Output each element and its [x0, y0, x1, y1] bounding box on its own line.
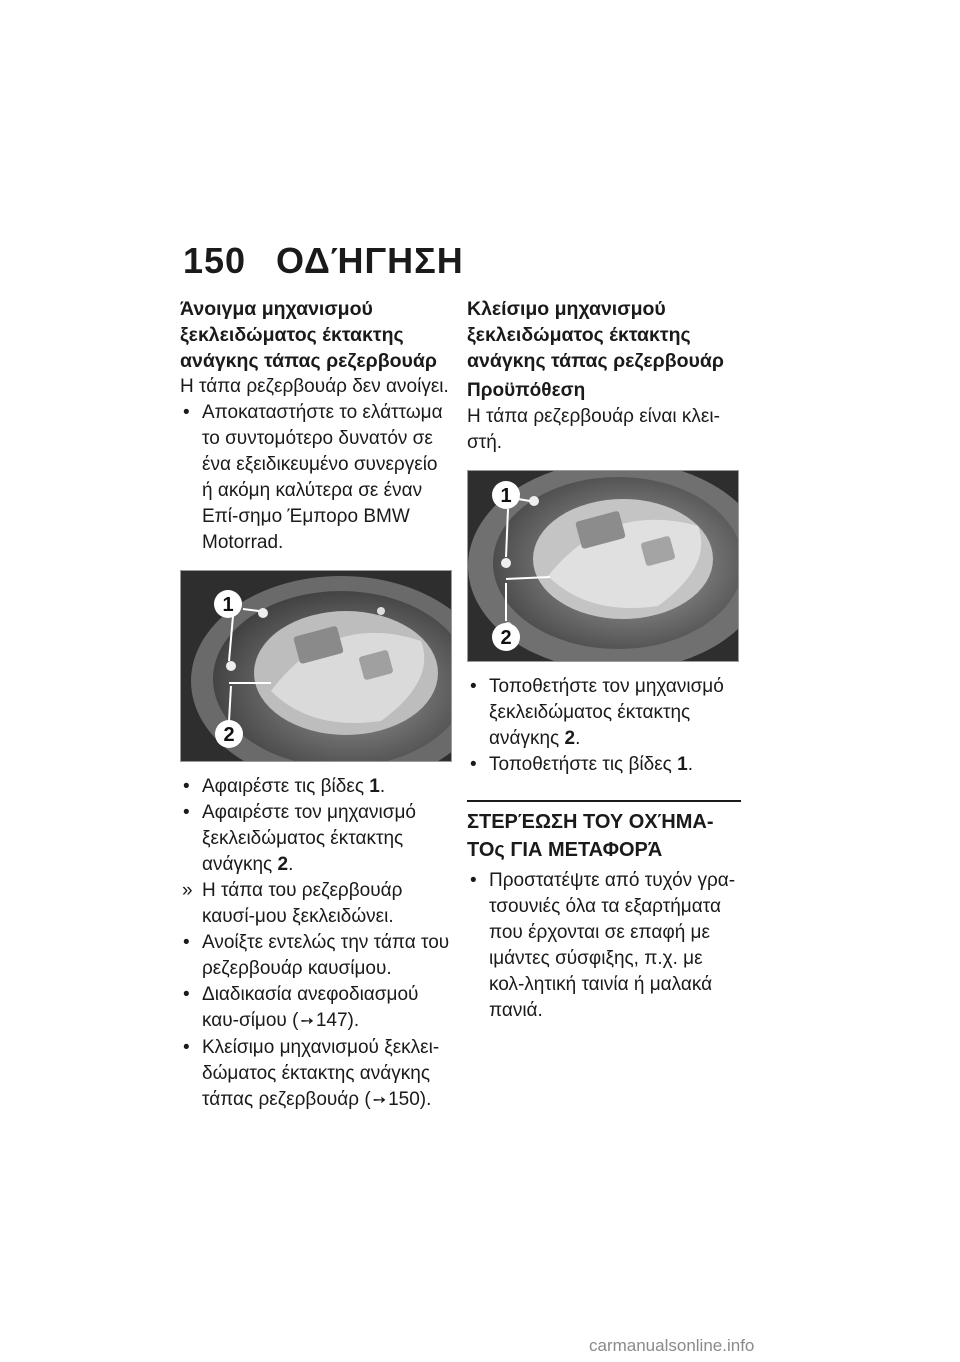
left-column	[180, 296, 452, 1114]
page-link-147[interactable]: 147).	[315, 1010, 360, 1031]
precondition-text: Η τάπα ρεζερβουάρ είναι κλει-στή.	[467, 406, 720, 453]
ref-1: 1	[369, 776, 380, 797]
closing-steps	[467, 674, 741, 778]
step-remove-screws: • Αφαιρέστε τις βίδες 1.	[180, 774, 452, 800]
transport-steps	[467, 868, 741, 1024]
step-repair: • Αποκαταστήστε το ελάττωμα το συντομότερο δυνατόν σε ένα εξειδικευμένο συνεργείο ή ακόμη καλύτερα σε έναν Επί-σημο Έμπορο BMW Motorrad.	[180, 400, 452, 556]
callout-1: 1	[500, 485, 512, 507]
opening-heading: Άνοιγμα μηχανισμού ξεκλειδώματος έκτακτης ανάγκης τάπας ρεζερβουάρ	[180, 298, 437, 372]
step-remove-mechanism: • Αφαιρέστε τον μηχανισμό ξεκλειδώματος έκτακτης ανάγκης 2.	[180, 800, 452, 878]
opening-steps-b	[180, 774, 452, 1114]
step-open-cap: • Ανοίξτε εντελώς την τάπα του ρεζερβουάρ καυσίμου.	[180, 930, 452, 982]
callout-2: 2	[223, 724, 235, 746]
page-ref-arrow-icon: ➙	[372, 1092, 387, 1109]
fuel-cap-illustration	[468, 471, 738, 661]
precondition-heading: Προϋπόθεση	[467, 380, 586, 401]
ref-1: 1	[677, 754, 688, 775]
callout-2: 2	[500, 627, 512, 649]
chapter-title: ΟΔΉΓΗΣΗ	[276, 240, 464, 281]
opening-intro: Η τάπα ρεζερβουάρ δεν ανοίγει.	[180, 376, 449, 397]
step-install-mechanism: • Τοποθετήστε τον μηχανισμό ξεκλειδώματος έκτακτης ανάγκης 2.	[467, 674, 741, 752]
page-ref-arrow-icon: ➙	[300, 1013, 314, 1030]
opening-steps-a	[180, 400, 452, 556]
step-refuel: • Διαδικασία ανεφοδιασμού καυ-σίμου ( ➙ 147).	[180, 982, 452, 1035]
ref-2: 2	[564, 728, 576, 749]
callout-1: 1	[222, 594, 234, 616]
step-install-screws: • Τοποθετήστε τις βίδες 1.	[467, 752, 741, 778]
ref-2: 2	[277, 854, 289, 875]
step-close-mechanism: • Κλείσιμο μηχανισμού ξεκλει-δώματος έκτακτης ανάγκης τάπας ρεζερβουάρ ( ➙ 150).	[180, 1035, 452, 1114]
fuel-cap-illustration	[181, 571, 451, 761]
transport-section-title: ΣΤΕΡΈΩΣΗ ΤΟΥ ΟΧΉΜΑ-ΤΟς ΓΙΑ ΜΕΤΑΦΟΡΆ	[467, 811, 714, 861]
section-divider	[467, 800, 741, 802]
step-protect-parts: • Προστατέψτε από τυχόν γρα-τσουνιές όλα τα εξαρτήματα που έρχονται σε επαφή με ιμάντες σύσφιξης, π.χ. με κολ-λητική ταινία ή μαλακά πανιά.	[467, 868, 741, 1024]
right-column	[467, 296, 741, 1024]
closing-heading: Κλείσιμο μηχανισμού ξεκλειδώματος έκτακτης ανάγκης τάπας ρεζερβουάρ	[467, 298, 724, 372]
page-link-150[interactable]: 150).	[388, 1089, 432, 1110]
result-unlocked: » Η τάπα του ρεζερβουάρ καυσί-μου ξεκλειδώνει.	[180, 878, 452, 930]
page-header	[183, 240, 464, 282]
footer-watermark: carmanualsonline.info	[589, 1336, 755, 1355]
figure-fuel-cap-close	[467, 470, 739, 662]
page-number: 150	[183, 240, 247, 281]
figure-fuel-cap-open	[180, 570, 452, 762]
